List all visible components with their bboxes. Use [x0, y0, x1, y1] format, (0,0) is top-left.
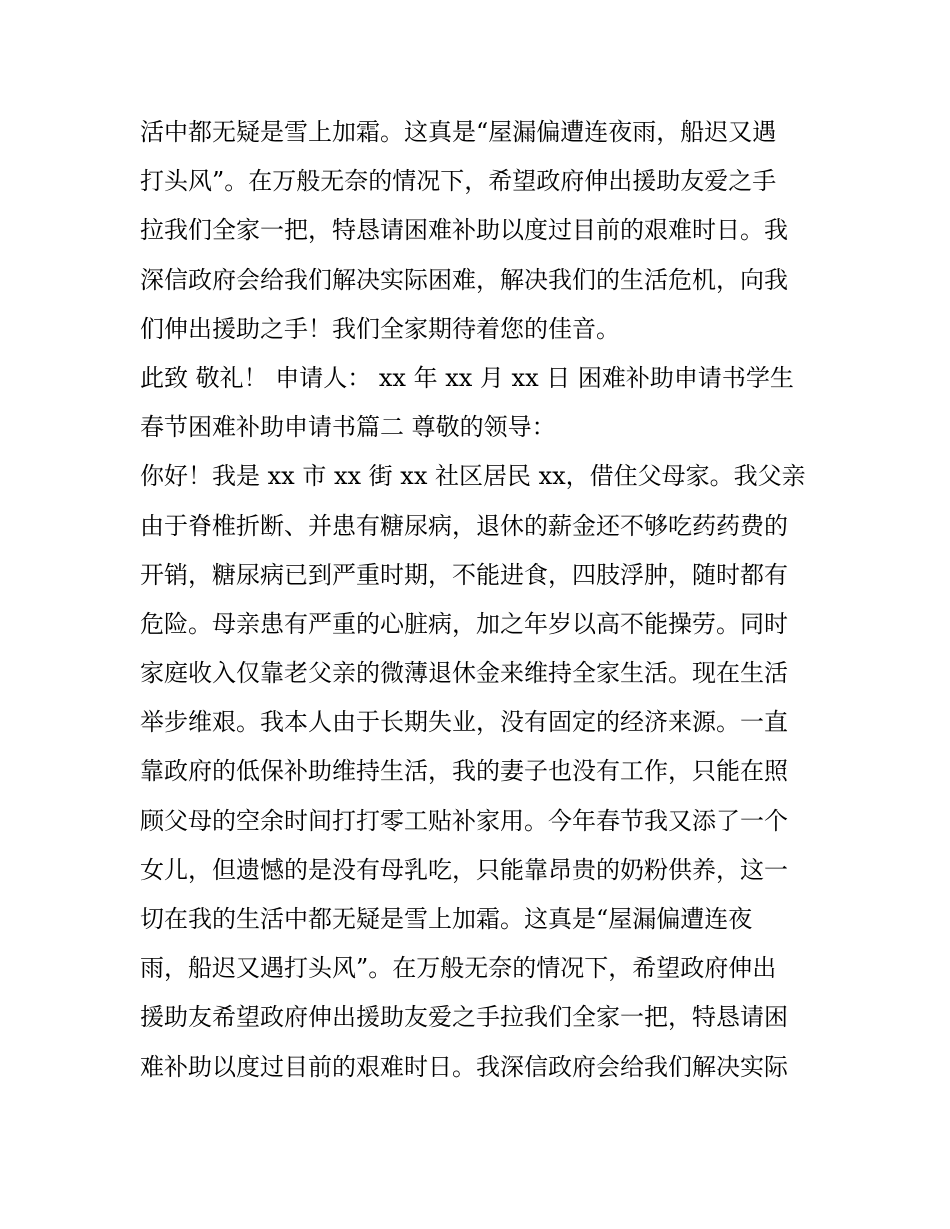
text-line: 拉我们全家一把，特恳请困难补助以度过目前的艰难时日。我 [140, 216, 788, 245]
text-line: 援助友希望政府伸出援助友爱之手拉我们全家一把，特恳请困 [140, 1003, 788, 1032]
document-body [140, 108, 820, 1092]
text-line: 此致 敬礼！ 申请人： xx 年 xx 月 xx 日 困难补助申请书学生 [140, 363, 794, 392]
text-line: 活中都无疑是雪上加霜。这真是“屋漏偏遭连夜雨，船迟又遇 [140, 118, 777, 146]
text-line: 举步维艰。我本人由于长期失业，没有固定的经济来源。一直 [140, 708, 788, 737]
text-line: 们伸出援助之手！我们全家期待着您的佳音。 [140, 314, 620, 343]
text-line: 由于脊椎折断、并患有糖尿病，退休的薪金还不够吃药药费的 [140, 511, 788, 540]
text-line: 顾父母的空余时间打打零工贴补家用。今年春节我又添了一个 [140, 806, 788, 835]
text-line: 你好！我是 xx 市 xx 街 xx 社区居民 xx，借住父母家。我父亲 [140, 462, 806, 491]
text-line: 女儿，但遗憾的是没有母乳吃，只能靠昂贵的奶粉供养，这一 [140, 855, 788, 884]
text-line: 雨，船迟又遇打头风”。在万般无奈的情况下，希望政府伸出 [140, 954, 777, 983]
text-line: 打头风”。在万般无奈的情况下，希望政府伸出援助友爱之手 [140, 167, 777, 196]
text-line: 难补助以度过目前的艰难时日。我深信政府会给我们解决实际 [140, 1052, 788, 1081]
text-line: 开销，糖尿病已到严重时期，不能进食，四肢浮肿，随时都有 [140, 560, 788, 589]
text-line: 春节困难补助申请书篇二 尊敬的领导： [140, 413, 556, 442]
text-line: 危险。母亲患有严重的心脏病，加之年岁以高不能操劳。同时 [140, 609, 788, 638]
text-line: 切在我的生活中都无疑是雪上加霜。这真是“屋漏偏遭连夜 [140, 905, 753, 933]
text-line: 深信政府会给我们解决实际困难，解决我们的生活危机，向我 [140, 265, 788, 294]
text-line: 家庭收入仅靠老父亲的微薄退休金来维持全家生活。现在生活 [140, 659, 788, 688]
text-line: 靠政府的低保补助维持生活，我的妻子也没有工作，只能在照 [140, 757, 788, 786]
